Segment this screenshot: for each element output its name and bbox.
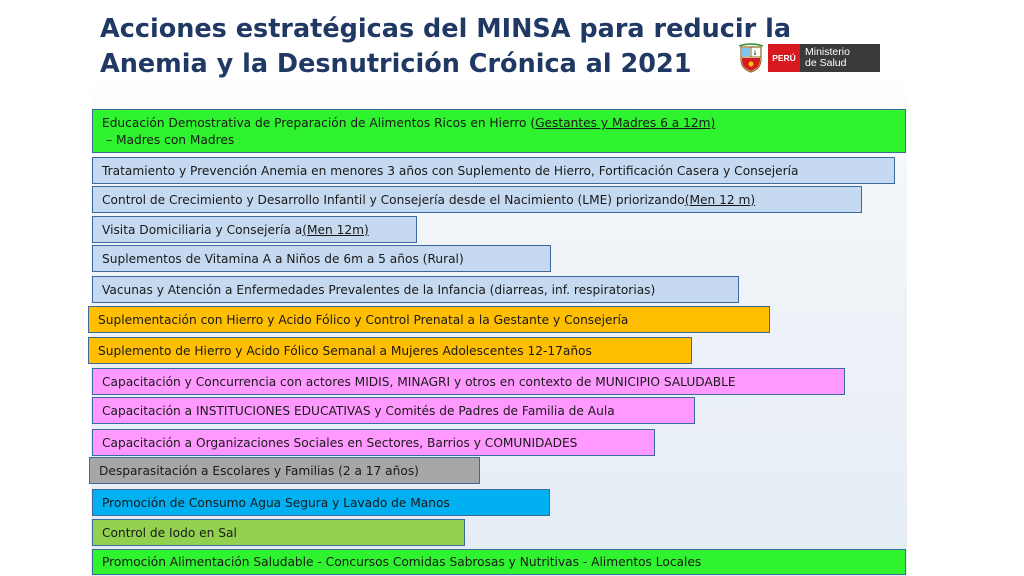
action-bar-14: [92, 519, 465, 546]
action-9-text: Capacitación y Concurrencia con actores MIDIS, MINAGRI y otros en contexto de MUNICIPIO SALUDABLE: [102, 374, 736, 389]
ministry-line-2: de Salud: [805, 57, 847, 69]
action-12-text: Desparasitación a Escolares y Familias (2 a 17 años): [99, 463, 419, 478]
title-line-2: Anemia y la Desnutrición Crónica al 2021: [100, 49, 692, 79]
action-bar-12: [89, 457, 480, 484]
title-line-1: Acciones estratégicas del MINSA para reducir la: [100, 14, 792, 44]
action-2-text: Tratamiento y Prevención Anemia en menores 3 años con Suplemento de Hierro, Fortificación Casera y Consejería: [102, 163, 799, 178]
action-1-line-2: – Madres con Madres: [106, 133, 235, 147]
action-10-text: Capacitación a INSTITUCIONES EDUCATIVAS y Comités de Padres de Familia de Aula: [102, 403, 615, 418]
minsa-logo: [738, 43, 884, 73]
ministry-badge: [800, 44, 880, 72]
action-1-line-1: Educación Demostrativa de Preparación de Alimentos Ricos en Hierro (Gestantes y Madres 6 a 12m): [102, 116, 716, 130]
action-bar-9: [92, 368, 845, 395]
peru-badge: PERÚ: [768, 44, 800, 72]
action-4-underlined: (Men 12m): [302, 222, 369, 237]
peru-coat-of-arms-icon: [738, 43, 764, 73]
action-bar-7: [88, 306, 770, 333]
action-13-text: Promoción de Consumo Agua Segura y Lavado de Manos: [102, 495, 450, 510]
action-15-text: Promoción Alimentación Saludable - Concursos Comidas Sabrosas y Nutritivas - Alimentos Locales: [102, 555, 702, 569]
action-bar-2: [92, 157, 895, 184]
action-8-text: Suplemento de Hierro y Acido Fólico Semanal a Mujeres Adolescentes 12-17años: [98, 343, 592, 358]
action-11-text: Capacitación a Organizaciones Sociales en Sectores, Barrios y COMUNIDADES: [102, 435, 578, 450]
action-bar-11: [92, 429, 655, 456]
action-bar-4: [92, 216, 417, 243]
action-bar-3: [92, 186, 862, 213]
action-7-text: Suplementación con Hierro y Acido Fólico y Control Prenatal a la Gestante y Consejería: [98, 312, 629, 327]
action-4-text: Visita Domiciliaria y Consejería a: [102, 222, 303, 237]
action-bar-1: [92, 109, 906, 153]
action-bar-15: [92, 549, 906, 575]
action-3-underlined: (Men 12 m): [684, 192, 756, 207]
ministry-line-1: Ministerio: [805, 46, 850, 58]
action-bar-5: [92, 245, 551, 272]
action-bar-6: [92, 276, 739, 303]
action-14-text: Control de Iodo en Sal: [102, 525, 237, 540]
action-bar-10: [92, 397, 695, 424]
action-5-text: Suplementos de Vitamina A a Niños de 6m a 5 años (Rural): [102, 251, 464, 266]
action-6-text: Vacunas y Atención a Enfermedades Prevalentes de la Infancia (diarreas, inf. respiratorias): [102, 282, 656, 297]
action-3-text: Control de Crecimiento y Desarrollo Infantil y Consejería desde el Nacimiento (LME) priorizando: [102, 192, 685, 207]
action-bar-8: [88, 337, 692, 364]
action-bar-13: [92, 489, 550, 516]
